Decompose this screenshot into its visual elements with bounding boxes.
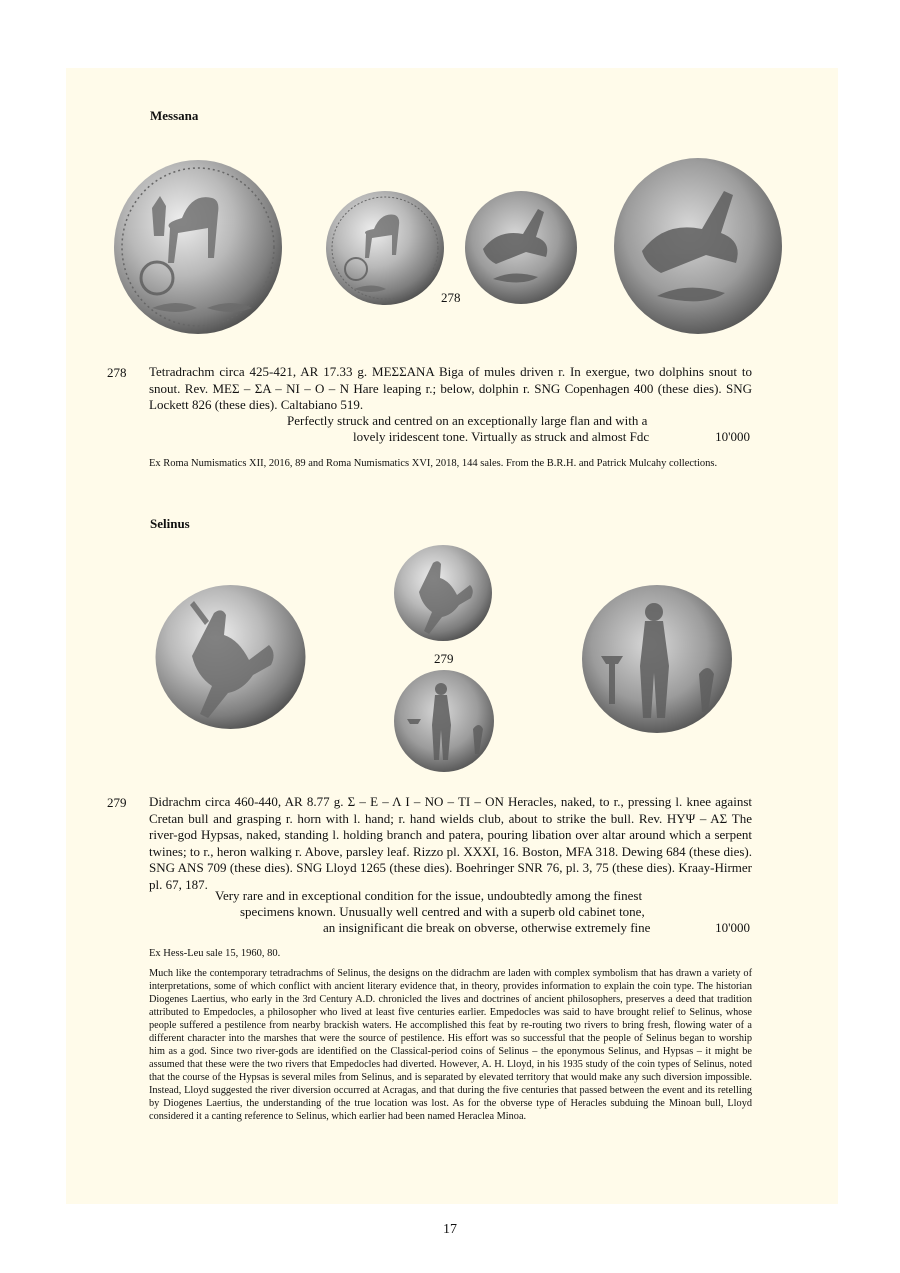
estimate-278: 10'000 xyxy=(715,429,750,444)
coin-279-obverse-small-image xyxy=(393,543,493,643)
coin-279-reverse-large-image xyxy=(581,584,733,734)
coin-label-279: 279 xyxy=(434,651,454,666)
lot-number-279: 279 xyxy=(107,795,127,810)
condition-line-279-3: an insignificant die break on obverse, otherwise extremely fine xyxy=(323,920,651,935)
page-number: 17 xyxy=(443,1222,457,1237)
provenance-279: Ex Hess-Leu sale 15, 1960, 80. xyxy=(149,948,281,959)
section-title-selinus: Selinus xyxy=(150,516,190,531)
coin-278-reverse-small-image xyxy=(463,189,579,306)
coin-279-reverse-small-image xyxy=(393,669,495,773)
section-title-messana: Messana xyxy=(150,108,199,123)
lot-number-278: 278 xyxy=(107,365,127,380)
condition-line-278-1: Perfectly struck and centred on an exceptionally large flan and with a xyxy=(287,413,648,428)
coin-279-obverse-large-image xyxy=(154,583,307,731)
essay-selinus: Much like the contemporary tetradrachms of Selinus, the designs on the didrachm are laden with complex symbolism that has drawn a variety of interpretations, some of which conflict with ancient literary evidence that, in theory, provides information to explain the coin type. The historian Diogenes Laertius, who early in the 3rd Century A.D. chronicled the lives and doctrines of ancient philosophers, preserves a deed that tradition attributed to Empedocles, a philosopher who lived at least five centuries earlier. Empedocles was said to have brought relief to Selinus, whose people suffered a pestilence from nearby brackish waters. He accomplished this feat by re-routing two rivers to bring fresh, flowing water of a different character into the marshes that were the source of pestilence. His effort was so successful that the people of Selinus began to worship him as a god. Since two river-gods are identified on the Classical-period coins of Selinus – the eponymous Selinus, and Hypsas – it might be assumed that these were the two rivers that Empedocles had diverted. However, A. H. Lloyd, in his 1935 study of the coin types of Selinus, noted that the course of the Hypsas is several miles from Selinus, and is separated by elevated territory that would make any such diversion impossible. Instead, Lloyd suggested the river diversion occurred at Acragas, and that during the five centuries that passed between the event and its retelling by Diogenes Laertius, the understanding of the true location was lost. As for the obverse type of Heracles subduing the Minoan bull, Lloyd considered it a canting reference to Selinus, which earlier had been named Heraclea Minoa. xyxy=(149,968,752,1122)
lot-description-279: Didrachm circa 460-440, AR 8.77 g. Σ – Ε – Λ Ι – ΝΟ – ΤΙ – ΟΝ Heracles, naked, to r., pressing l. knee against Cretan bull and grasping r. horn with l. hand; r. hand wields club, about to strike the bull. Rev. ΗΥΨ – ΑΣ The river-god Hypsas, naked, standing l. holding branch and patera, pouring libation over altar around which a serpent twines; to r., heron walking r. Above, parsley leaf. Rizzo pl. XXXI, 16. Boston, MFA 318. Dewing 684 (these dies). SNG ANS 709 (these dies). SNG Lloyd 1265 (these dies). Boehringer SNR 76, pl. 3, 75 (these dies). Kraay-Hirmer pl. 67, 187. xyxy=(149,794,752,892)
coin-278-obverse-small-image xyxy=(324,189,446,307)
lot-description-278: Tetradrachm circa 425-421, AR 17.33 g. ΜΕΣΣΑΝΑ Biga of mules driven r. In exergue, two dolphins snout to snout. Rev. ΜΕΣ – ΣΑ – ΝΙ – Ο – Ν Hare leaping r.; below, dolphin r. SNG Copenhagen 400 (these dies). SNG Lockett 826 (these dies). Caltabiano 519. xyxy=(149,364,752,412)
condition-line-279-1: Very rare and in exceptional condition for the issue, undoubtedly among the finest xyxy=(215,888,643,903)
condition-line-279-2: specimens known. Unusually well centred and with a superb old cabinet tone, xyxy=(240,904,645,919)
coin-278-reverse-large-image xyxy=(612,156,784,336)
coin-278-obverse-large-image xyxy=(112,158,284,336)
estimate-279: 10'000 xyxy=(715,920,750,935)
coin-label-278: 278 xyxy=(441,290,461,305)
provenance-278: Ex Roma Numismatics XII, 2016, 89 and Roma Numismatics XVI, 2018, 144 sales. From the B.R.H. and Patrick Mulcahy collections. xyxy=(149,458,718,469)
condition-line-278-2: lovely iridescent tone. Virtually as struck and almost Fdc xyxy=(353,429,650,444)
